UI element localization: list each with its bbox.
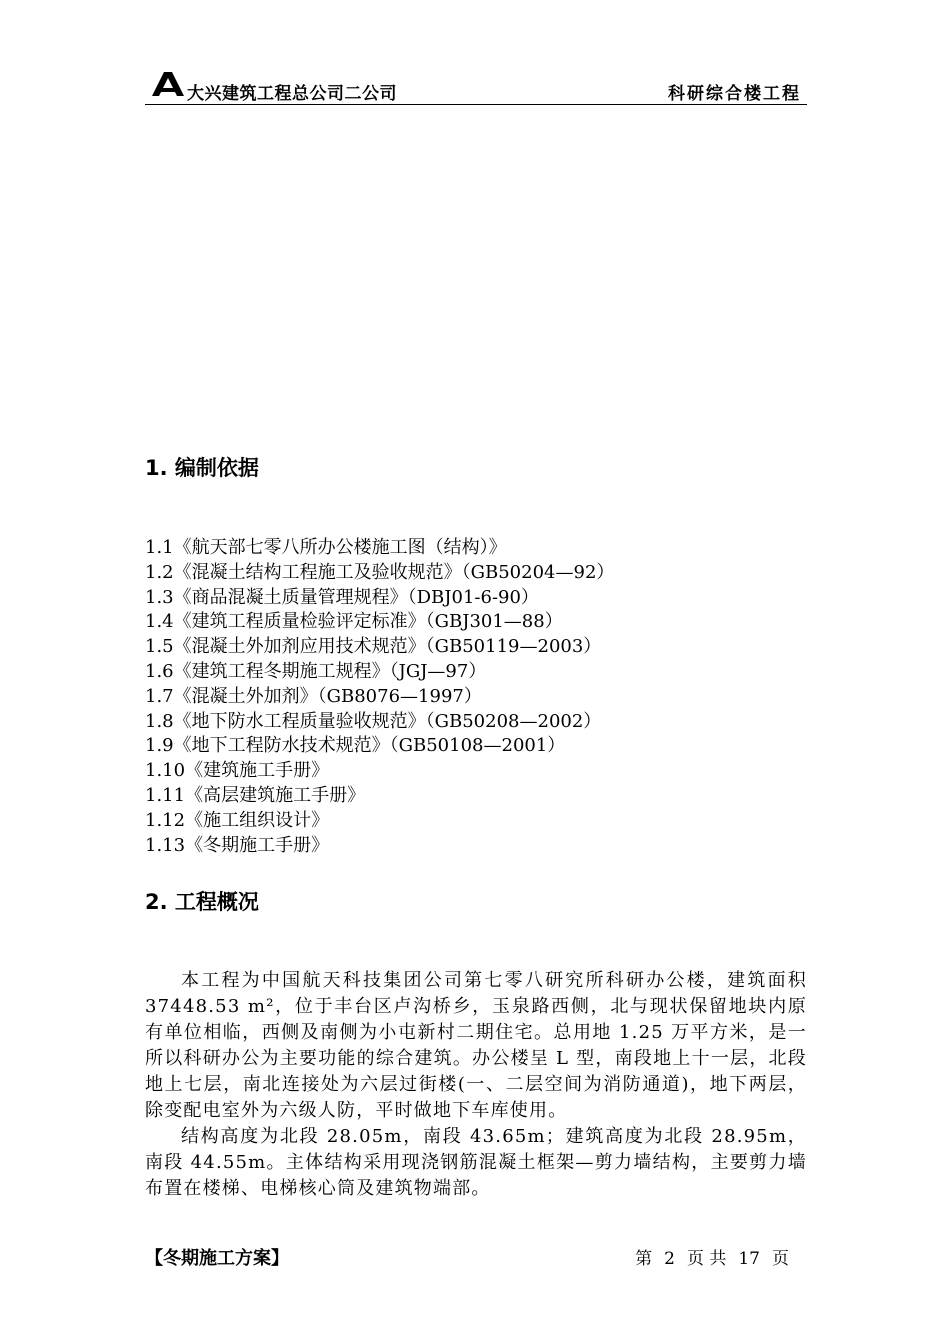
page-mid: 页 共 [686, 1249, 727, 1269]
overview-paragraph: 结构高度为北段 28.05m，南段 43.65m；建筑高度为北段 28.95m，南段 44.55m。主体结构采用现浇钢筋混凝土框架—剪力墙结构，主要剪力墙布置在楼梯、电梯核心筒及建筑物端部。 [145, 1126, 807, 1199]
section-2-heading: 2. 工程概况 [145, 890, 259, 914]
reference-item: 1.1《航天部七零八所办公楼施工图（结构）》 [145, 537, 507, 558]
reference-item: 1.9《地下工程防水技术规范》（GB50108—2001） [145, 735, 566, 757]
current-page: 2 [664, 1249, 675, 1269]
reference-item: 1.3《商品混凝土质量管理规程》（DBJ01-6-90） [145, 586, 539, 608]
reference-item: 1.6《建筑工程冬期施工规程》（JGJ—97） [145, 660, 487, 682]
reference-item: 1.7《混凝土外加剂》（GB8076—1997） [145, 685, 482, 707]
company-logo-icon [150, 70, 186, 96]
page-number [629, 1244, 795, 1269]
footer-doc-title: 【冬期施工方案】 [145, 1248, 289, 1269]
reference-item: 1.12《施工组织设计》 [145, 809, 330, 831]
page-suffix: 页 [772, 1249, 789, 1269]
reference-item: 1.11《高层建筑施工手册》 [145, 784, 366, 806]
project-overview [145, 968, 807, 1202]
section-1-heading: 1. 编制依据 [145, 456, 259, 480]
project-name: 科研综合楼工程 [668, 84, 801, 104]
overview-paragraph: 本工程为中国航天科技集团公司第七零八研究所科研办公楼，建筑面积 37448.53 m²，位于丰台区卢沟桥乡，玉泉路西侧，北与现状保留地块内原有单位相临，西侧及南侧为小屯新村二期住宅。总用地 1.25 万平方米，是一所以科研办公为主要功能的综合建筑。办公楼呈 L 型，南段地上十一层，北段地上七层，南北连接处为六层过街楼(一、二层空间为消防通道)，地下两层，除变配电室外为六级人防，平时做地下车库使用。 [145, 970, 807, 1121]
reference-item: 1.4《建筑工程质量检验评定标准》（GBJ301—88） [145, 611, 563, 633]
company-name: 大兴建筑工程总公司二公司 [187, 84, 397, 104]
total-pages: 17 [738, 1249, 760, 1269]
reference-item: 1.13《冬期施工手册》 [145, 834, 330, 856]
reference-list [145, 536, 614, 858]
page-prefix: 第 [635, 1249, 653, 1269]
reference-item: 1.10《建筑施工手册》 [145, 760, 330, 782]
reference-item: 1.5《混凝土外加剂应用技术规范》（GB50119—2003） [145, 636, 602, 658]
reference-item: 1.8《地下防水工程质量验收规范》（GB50208—2002） [145, 710, 602, 732]
page-header [145, 70, 807, 105]
reference-item: 1.2《混凝土结构工程施工及验收规范》（GB50204—92） [145, 561, 615, 583]
